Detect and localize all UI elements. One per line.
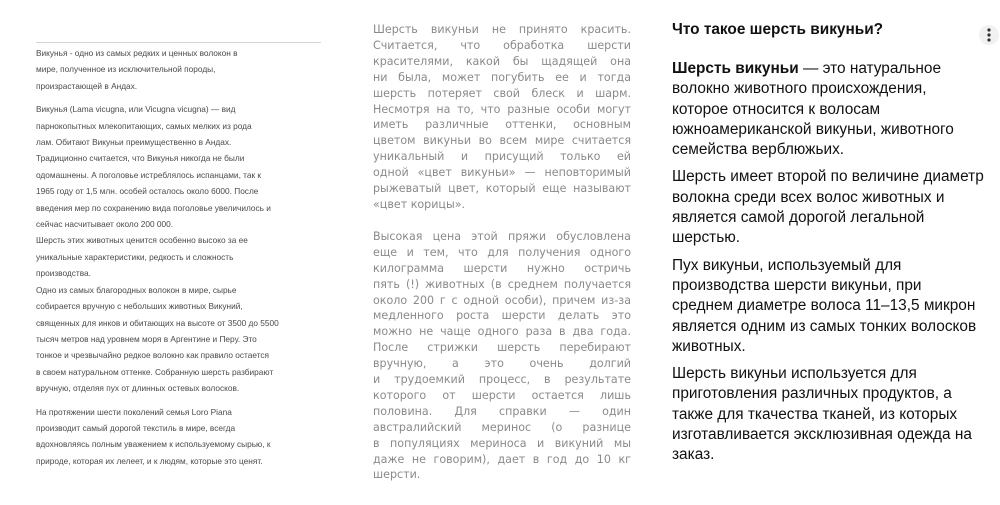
text-line: производит самый дорогой текстиль в мире, всегда <box>36 422 236 433</box>
text-line: в популяциях мериноса и викуний мы <box>373 436 631 450</box>
text-line: тонкое и чрезвычайно редкое волокно как правило остается <box>36 350 270 361</box>
right-paragraph-2 <box>672 167 1000 248</box>
text-line: семейства верблюжьих. <box>672 141 845 159</box>
text-line: Традиционно считается, что Викунья никогда не были <box>36 153 245 164</box>
text-line: около 200 г с одной особи), причем из-за <box>373 293 631 307</box>
text-line: и трудоемкий процесс, в результате <box>373 373 631 387</box>
text-line: Шерсть викуньи используется для <box>672 365 917 383</box>
text-line: шерсти. <box>373 468 421 482</box>
text-line: уникальный и присущий только ей <box>373 150 631 164</box>
text-line: произрастающей в Андах. <box>36 80 138 91</box>
text-line: волокно животного происхождения, <box>672 80 927 98</box>
middle-paragraph-2 <box>373 229 631 484</box>
text-line: Шерсть этих животных ценится особенно высоко за ее <box>36 235 248 246</box>
middle-text-column <box>373 22 631 499</box>
left-paragraph-2 <box>36 101 321 396</box>
text-line: цветом викуньи во всем мире считается <box>373 134 631 148</box>
left-paragraph-1 <box>36 45 321 94</box>
text-line: также для ткачества тканей, из которых <box>672 405 958 423</box>
text-line: священных для инков и обитающих на высоте от 3500 до 5500 <box>36 317 279 328</box>
text-line: южноамериканской викуньи, животного <box>672 120 954 138</box>
text-line: которое относится к волосам <box>672 100 881 118</box>
text-line: австралийский меринос (о разнице <box>373 420 631 434</box>
text-line: введения мер по сохранению вида поголовье увеличилось и <box>36 202 271 213</box>
text-line: можно не чаще одного раза в два года. <box>373 325 631 339</box>
text-line: сейчас насчитывает около 200 000. <box>36 219 174 230</box>
text-line: 1965 году от 1,5 млн. особей осталось около 6000. После <box>36 186 259 197</box>
text-line: шерсть потеряет свой блеск и шарм. <box>373 86 631 100</box>
left-text-column <box>36 42 321 476</box>
text-line: мире, полученное из исключительной породы, <box>36 64 216 75</box>
bold-term: Шерсть викуньи <box>672 60 799 77</box>
text-line: является самой дорогой легальной <box>672 209 925 227</box>
text-line: шерстью. <box>672 229 741 247</box>
text-line: рыжеватый цвет, который еще называют <box>373 182 631 196</box>
text-line: еще и тем, что для получения одного <box>373 245 631 259</box>
text-line: Пух викуньи, используемый для <box>672 256 902 274</box>
text-line: производства шерсти викуньи, при <box>672 276 922 294</box>
text-line: Несмотря на то, что разные особи могут <box>373 102 631 116</box>
middle-paragraph-1 <box>373 22 631 213</box>
text-line: После стрижки шерсть перебирают <box>373 341 631 355</box>
text-line: красителями, какой бы щадящей она <box>373 54 631 68</box>
text-line: уникальные характеристики, редкость и сложность <box>36 251 234 262</box>
text-line: вдохновляясь полным уважением к используемому сырью, к <box>36 439 271 450</box>
section-title: Что такое шерсть викуньи? <box>672 21 884 38</box>
text-line: собирается вручную с небольших животных Викуний, <box>36 301 243 312</box>
text-line: Викунья - одно из самых редких и ценных волокон в <box>36 48 238 58</box>
text-line: приготовления различных продуктов, а <box>672 385 952 403</box>
text-line: половина. Для справки — один <box>373 404 631 418</box>
right-paragraph-4 <box>672 364 1000 465</box>
text-line: тысяч метров над уровнем моря в Аргентине и Перу. Это <box>36 333 257 344</box>
text-line: животных. <box>672 337 746 355</box>
text-line: является одним из самых тонких волосков <box>672 317 977 335</box>
right-paragraph-3 <box>672 256 1000 357</box>
text-line: парнокопытных млекопитающих, самых мелких из рода <box>36 120 252 131</box>
text-line <box>672 59 1000 79</box>
text-line: заказ. <box>672 446 715 464</box>
text-line: производства. <box>36 268 91 279</box>
text-line: вручную, отделяя пух от длинных остевых волосков. <box>36 383 240 394</box>
text-line: Шерсть викуньи не принято красить. <box>373 23 631 36</box>
text-line: среднем диаметре волоса 11–13,5 микрон <box>672 297 976 315</box>
more-options-icon[interactable] <box>978 24 1000 46</box>
text-line: иметь различные оттенки, основным <box>373 118 631 132</box>
text-line: волокна среди всех волос животных и <box>672 188 945 206</box>
text-line: одной «цвет викуньи» — неповторимый <box>373 166 631 180</box>
text-line: в своем натуральном оттенке. Собранную шерсть разбирают <box>36 366 274 377</box>
text-line: вручную, а это очень долгий <box>373 357 631 371</box>
right-paragraph-intro <box>672 59 1000 160</box>
text-line: даже не говорим), дает в год до 10 кг <box>373 452 631 466</box>
text-line: Викунья (Lama vicugna, или Vicugna vicugna) — вид <box>36 104 236 115</box>
text-line: одомашнены. А поголовье истреблялось испанцами, так к <box>36 169 262 180</box>
text-line: которого от шерсти остается лишь <box>373 388 631 402</box>
text-line: На протяжении шести поколений семья Loro Piana <box>36 406 232 417</box>
text-line: природе, которая их лелеет, и к людям, которые это ценят. <box>36 455 263 466</box>
text-line: Высокая цена этой пряжи обусловлена <box>373 229 631 243</box>
text-line: ни была, может погубить ее и тогда <box>373 70 631 84</box>
text-line: килограмма шерсти нужно остричь <box>373 261 631 275</box>
text-line: Считается, что обработка шерсти <box>373 38 631 52</box>
text-line: лам. Обитают Викуньи преимущественно в Андах. <box>36 137 232 148</box>
text-fragment: — это натуральное <box>798 60 942 77</box>
text-line: «цвет корицы». <box>373 197 466 211</box>
text-line: пять (!) животных (в среднем получается <box>373 277 631 291</box>
text-line: Одно из самых благородных волокон в мире, сырье <box>36 284 237 295</box>
left-paragraph-3 <box>36 404 321 470</box>
text-line: изготавливается эксклюзивная одежда на <box>672 426 972 444</box>
text-line: медленного роста шерсти делать это <box>373 309 631 323</box>
text-line: Шерсть имеет второй по величине диаметр <box>672 168 984 186</box>
right-text-column <box>672 20 1000 473</box>
